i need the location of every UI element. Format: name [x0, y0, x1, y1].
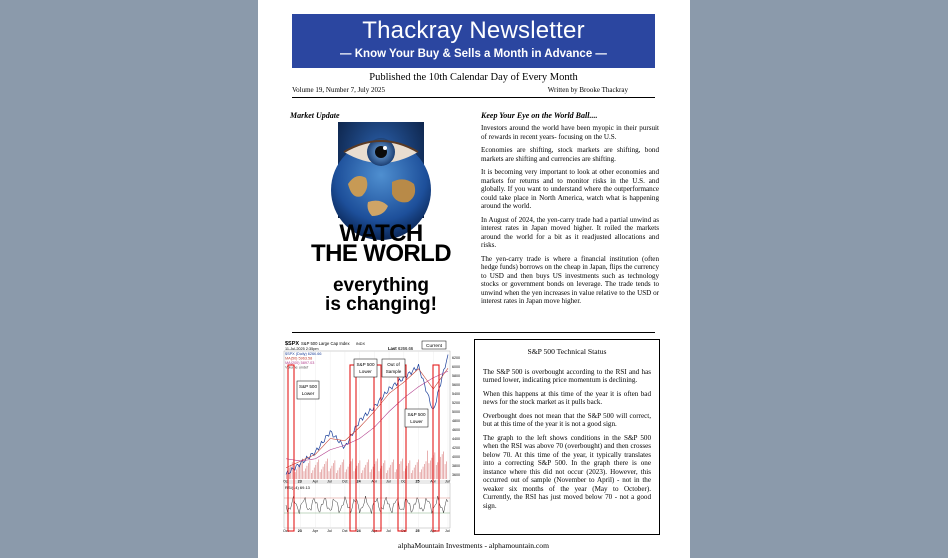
volume-bar [362, 470, 363, 479]
headline-line1: WATCH [339, 220, 423, 247]
volume-bar [384, 460, 385, 479]
volume-bar [295, 472, 296, 479]
status-paragraph: The graph to the left shows conditions in the S&P 500 when the RSI was above 70 (overbought) and then crosses below 70. At this time of the year, it typically translates into a correcting S&P 500. In the graph there is one instance where this did not occur (2023). However, this occurred out of sample (November to April) - not in the weaker six months of the year (May to October). Currently, the RSI has just moved below 70 - not a good sign. [483, 433, 651, 510]
eye-globe-image [338, 122, 424, 218]
volume-bar [437, 462, 438, 479]
highlight-box [374, 365, 381, 531]
y-tick-label: 6200 [452, 355, 460, 360]
volume-bar [351, 461, 352, 479]
volume-bar [421, 469, 422, 479]
highlight-box [433, 365, 439, 531]
subheadline [288, 276, 474, 314]
volume-bar [312, 470, 313, 479]
x-tick-label-rsi: Apr [371, 529, 377, 533]
x-tick-label: Oct [400, 479, 407, 484]
volume-bar [446, 461, 447, 479]
y-tick-label: 3800 [452, 463, 460, 468]
volume-bar [418, 460, 419, 480]
x-tick-label: Oct [283, 479, 289, 484]
volume-bar [365, 465, 366, 479]
volume-bar [320, 472, 321, 479]
newsletter-tagline: — Know Your Buy & Sells a Month in Advance — [340, 48, 607, 60]
x-tick-label: Apr [371, 479, 377, 484]
volume-bar [382, 466, 383, 479]
y-tick-label: 5600 [452, 382, 460, 387]
volume-bar [352, 459, 353, 479]
x-tick-label: Apr [430, 479, 436, 484]
volume-bar [361, 473, 362, 479]
chart-gridlines [286, 351, 448, 528]
volume-bar [408, 463, 409, 479]
volume-bar [323, 467, 324, 479]
chart-exchange: INDX [356, 342, 366, 346]
volume-bar [296, 469, 297, 479]
volume-bar [399, 464, 400, 479]
volume-bar [340, 465, 341, 479]
technical-status-box [474, 339, 660, 535]
volume-bar [383, 463, 384, 479]
status-paragraph: The S&P 500 is overbought according to the RSI and has turned lower, indicating price momentum is declining. [483, 367, 651, 384]
volume-bar [404, 471, 405, 479]
volume-bar [420, 472, 421, 479]
annotation-text: Lower [359, 369, 372, 374]
y-tick-label: 4400 [452, 436, 460, 441]
volume-bar [392, 462, 393, 479]
volume-bar [364, 468, 365, 479]
chart-name: S&P 500 Large Cap Index [301, 341, 350, 346]
volume-bar [358, 463, 359, 479]
volume-bar [342, 462, 343, 479]
volume-bar [360, 460, 361, 479]
volume-bar [393, 460, 394, 480]
volume-bar [371, 469, 372, 479]
volume-bar [301, 461, 302, 479]
x-tick-label: 24 [356, 479, 361, 484]
rsi-label: RSI(14) 69.13 [285, 485, 310, 490]
y-tick-label: 4000 [452, 454, 460, 459]
x-tick-label-rsi: Oct [283, 529, 289, 533]
legend-ma50: MA(50) 5963.58 [285, 356, 313, 361]
x-tick-label: 25 [415, 479, 420, 484]
x-tick-label-rsi: Oct [341, 529, 348, 533]
volume-bar [407, 466, 408, 479]
annotation-lower-3 [405, 409, 428, 427]
volume-bar [330, 469, 331, 480]
y-tick-label: 4800 [452, 418, 460, 423]
volume-bar [370, 472, 371, 479]
volume-bar [336, 473, 337, 479]
volume-bars [286, 451, 447, 479]
article-paragraph: The yen-carry trade is where a financial institution (often hedge funds) borrows on the cheap in Japan, flips the currency to USD and then buys US investments such as technology stocks or government bonds on leverage. The trade tends to unwind when the yen increases in value relative to the USD or interest rates in Japan move higher. [481, 254, 659, 305]
annotation-text: Sample [385, 369, 402, 374]
subhead-line2: is changing! [325, 294, 437, 315]
volume-bar [426, 461, 427, 479]
y-tick-label: 5800 [452, 373, 460, 378]
section-label: Market Update [290, 111, 340, 120]
headline-line2: THE WORLD [311, 240, 451, 267]
volume-bar [326, 461, 327, 479]
chart-svg [284, 339, 464, 535]
y-tick-label: 5000 [452, 409, 460, 414]
footer: alphaMountain Investments - alphamountain.com [398, 541, 549, 550]
volume-bar [445, 464, 446, 479]
y-tick-label: 4600 [452, 427, 460, 432]
x-tick-label-rsi: Oct [400, 529, 407, 533]
x-tick-label: 23 [297, 479, 302, 484]
volume-bar [333, 463, 334, 479]
volume-bar [442, 454, 443, 479]
volume-bar [368, 460, 369, 480]
volume-bar [427, 451, 428, 479]
y-tick-label: 3600 [452, 472, 460, 477]
volume-bar [335, 460, 336, 479]
volume-bar [367, 462, 368, 479]
x-tick-label-rsi: Jul [327, 529, 332, 533]
annotation-lower-1 [297, 381, 319, 399]
volume-bar [424, 464, 425, 479]
legend-volume: Volume undef [285, 365, 309, 370]
newsletter-title: Thackray Newsletter [362, 17, 585, 44]
volume-bar [346, 469, 347, 479]
x-tick-label-rsi: Apr [312, 529, 319, 533]
volume-bar [423, 467, 424, 479]
volume-bar [386, 473, 387, 479]
volume-bar [324, 464, 325, 479]
volume-bar [327, 459, 328, 479]
volume-bar [409, 460, 410, 479]
article-paragraph: Investors around the world have been myopic in their pursuit of rewards in recent years- focusing on the U.S. [481, 124, 659, 141]
mid-rule [292, 332, 655, 333]
x-tick-label: Oct [341, 479, 348, 484]
headline-watch-the-world [288, 220, 474, 267]
volume-bar [395, 472, 396, 479]
volume-bar [443, 452, 444, 480]
volume-bar [411, 473, 412, 479]
y-tick-label: 5200 [452, 400, 460, 405]
volume-bar [298, 467, 299, 479]
annotation-lower-2 [354, 359, 377, 377]
spx-chart [284, 339, 464, 535]
volume-bar [317, 462, 318, 479]
x-tick-label: Apr [312, 479, 319, 484]
chart-last-value: 6266.66 [398, 346, 414, 351]
article-paragraph: In August of 2024, the yen-carry trade had a partial unwind as interest rates in Japan moved higher. It roiled the markets around the world for a bit as it readjusted allocations and risks. [481, 215, 659, 249]
volume-bar [376, 461, 377, 479]
title-banner [292, 14, 655, 68]
annotation-text: Lower [410, 419, 423, 424]
y-axis-labels [452, 356, 460, 477]
volume-bar [440, 457, 441, 479]
annotation-text: Current [426, 344, 442, 349]
volume-bar [432, 458, 433, 479]
volume-bar [345, 472, 346, 479]
legend-ma200: MA(200) 5897.03 [285, 361, 315, 365]
chart-last-label: Last [388, 346, 397, 351]
volume-bar [307, 466, 308, 479]
volume-bar [436, 465, 437, 479]
y-tick-label: 4200 [452, 445, 460, 450]
volume-bar [305, 469, 306, 480]
y-tick-label: 5400 [452, 391, 460, 396]
legend-price: $SPX (Daily) 6266.66 [285, 352, 322, 356]
newsletter-page [258, 0, 690, 558]
volume-bar [390, 465, 391, 479]
status-paragraph: When this happens at this time of the year it is often bad news for the stock market as it pulls back. [483, 389, 651, 406]
volume-bar [379, 471, 380, 479]
rsi-line [284, 496, 450, 514]
volume-bar [377, 459, 378, 479]
volume-bar [430, 461, 431, 480]
subhead-line1: everything [332, 275, 430, 296]
volume-bar [310, 460, 311, 479]
article-paragraph: Economies are shifting, stock markets are shifting, bond markets are shifting and currencies are shifting. [481, 146, 659, 163]
volume-bar [402, 459, 403, 479]
volume-bar [329, 471, 330, 479]
x-tick-label-rsi: Jul [445, 529, 450, 533]
volume-bar [304, 471, 305, 479]
volume-bar [315, 465, 316, 479]
volume-bar [321, 469, 322, 479]
volume-bar [429, 463, 430, 479]
x-tick-label-rsi: Jul [386, 529, 391, 533]
status-box-title: S&P 500 Technical Status [527, 347, 607, 356]
volume-bar [387, 470, 388, 479]
volume-bar [348, 467, 349, 479]
volume-bar [414, 468, 415, 479]
annotation-text: Lower [301, 391, 315, 396]
article-paragraph: It is becoming very important to look at other economies and markets for returns and to monitor risks in the U.S. and globally. If you want to understand where the outperformance could take place in North America, watch what is happening around the world. [481, 168, 659, 210]
header-rule [292, 97, 655, 98]
volume-bar [314, 468, 315, 479]
x-tick-label: Jul [445, 479, 450, 484]
y-tick-label: 6000 [452, 364, 460, 369]
author-line: Written by Brooke Thackray [547, 86, 628, 94]
volume-bar [354, 471, 355, 479]
rsi-series [286, 496, 448, 514]
status-paragraph: Overbought does not mean that the S&P 500 will correct, but at this time of the year it is not a good sign. [483, 411, 651, 428]
volume-bar [357, 466, 358, 479]
annotation-text: Out of [387, 362, 400, 367]
volume-bar [412, 470, 413, 479]
volume-bar [389, 468, 390, 479]
volume-bar [396, 469, 397, 479]
annotation-out-of-sample [382, 359, 405, 377]
publication-schedule: Published the 10th Calendar Day of Every Month [369, 72, 578, 83]
article-heading: Keep Your Eye on the World Ball.... [481, 111, 598, 120]
volume-bar [318, 460, 319, 480]
volume-bar [339, 468, 340, 479]
x-tick-label: Jul [386, 479, 391, 484]
volume-bar [415, 465, 416, 479]
highlight-box [350, 365, 356, 531]
annotation-text: S&P 500 [298, 384, 318, 389]
volume-bar [337, 470, 338, 479]
volume-bar [417, 462, 418, 479]
x-tick-label-rsi: Apr [430, 529, 436, 533]
volume-info: Volume 19, Number 7, July 2025 [292, 86, 386, 94]
x-tick-label-rsi: 24 [356, 529, 361, 533]
chart-symbol: $SPX [285, 341, 300, 347]
volume-bar [401, 461, 402, 479]
volume-bar [311, 473, 312, 479]
chart-date: 11-Jul-2025 2:35pm [285, 347, 319, 351]
annotation-text: S&P 500 [356, 362, 375, 367]
x-tick-label: Jul [327, 479, 332, 484]
x-tick-label-rsi: 23 [297, 529, 302, 533]
volume-bar [332, 466, 333, 479]
x-tick-label-rsi: 25 [415, 529, 420, 533]
volume-bar [343, 460, 344, 480]
volume-bar [373, 467, 374, 479]
volume-bar [434, 452, 435, 479]
article-body [481, 124, 659, 311]
annotation-text: S&P 500 [407, 412, 426, 417]
annotation-current [422, 341, 446, 349]
volume-bar [308, 463, 309, 479]
